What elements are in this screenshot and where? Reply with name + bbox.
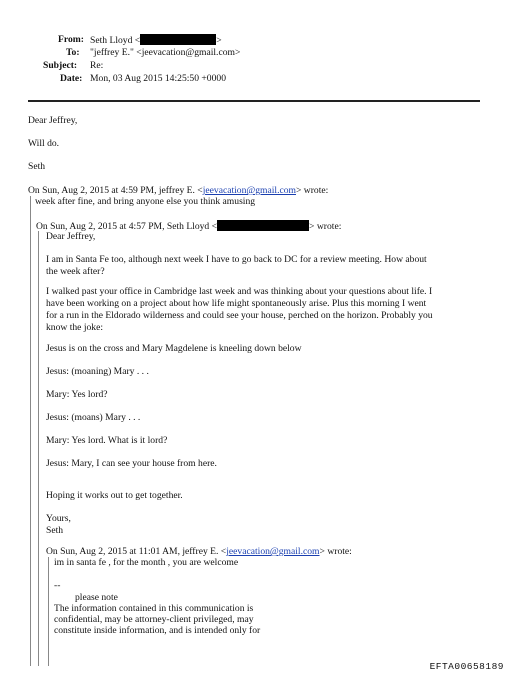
quote3-text: im in santa fe , for the month , you are welcome [54,557,239,568]
redaction-block [140,34,216,45]
email-link[interactable]: jeevacation@gmail.com [202,185,296,196]
disclaimer-line: constitute inside information, and is intended only for [54,625,261,636]
subject-label: Subject: [43,60,78,71]
note-label: please note [75,592,118,603]
quote1-text: week after fine, and bring anyone else you think amusing [35,196,256,207]
date-value: Mon, 03 Aug 2015 14:25:50 +0000 [90,73,226,84]
quote2-paragraph: Mary: Yes lord? [46,389,108,400]
quote2-paragraph: I am in Santa Fe too, although next week I have to go back to DC for a review meeting. How about the week after? [46,254,427,277]
to-label: To: [66,47,80,58]
disclaimer-line: The information contained in this communication is [54,603,254,614]
signature: Seth [28,161,46,172]
from-label: From: [58,34,84,45]
subject-value: Re: [90,60,104,71]
disclaimer-line: confidential, may be attorney-client privileged, may [54,614,254,625]
quote2-paragraph: I walked past your office in Cambridge last week and was thinking about your questions about life. I have been working on a project about how life might spontaneously arise. Plus this morning I went for a run in the Eldorado wilderness and could see your house, perched on the horizon. Probably you know the joke: [46,286,433,333]
quote3-bar [48,557,49,666]
quote2-paragraph: Jesus: Mary, I can see your house from here. [46,458,217,469]
quote2-closing: Seth [46,525,64,536]
quote2-paragraph: Jesus: (moaning) Mary . . . [46,366,149,377]
quote2-paragraph: Jesus is on the cross and Mary Magdelene is kneeling down below [46,343,302,354]
quote2-paragraph: Mary: Yes lord. What is it lord? [46,435,168,446]
quote2-closing: Yours, [46,513,71,524]
document-id: EFTA00658189 [429,661,504,672]
quote1-bar [30,196,31,666]
quote2-paragraph: Hoping it works out to get together. [46,490,183,501]
from-name: Seth Lloyd < [90,35,141,46]
quote2-bar [38,231,39,666]
quote1-intro: On Sun, Aug 2, 2015 at 4:59 PM, jeffrey E. <jeevacation@gmail.com> wrote: [28,185,329,196]
to-value: "jeffrey E." <jeevacation@gmail.com> [90,47,241,58]
quote2-paragraph: Jesus: (moans) Mary . . . [46,412,141,423]
signature-dashes: -- [54,580,61,591]
from-close: > [216,35,222,46]
quote2-intro: On Sun, Aug 2, 2015 at 4:57 PM, Seth Lloyd < > wrote: [36,221,342,232]
email-link[interactable]: jeevacation@gmail.com [226,546,320,557]
quote2-greeting: Dear Jeffrey, [46,231,96,242]
redaction-block [217,220,309,231]
from-value [90,34,222,47]
body-line: Will do. [28,138,60,149]
date-label: Date: [60,73,83,84]
quote3-intro: On Sun, Aug 2, 2015 at 11:01 AM, jeffrey E. <jeevacation@gmail.com> wrote: [46,546,352,557]
greeting: Dear Jeffrey, [28,115,78,126]
header-divider [28,100,480,102]
